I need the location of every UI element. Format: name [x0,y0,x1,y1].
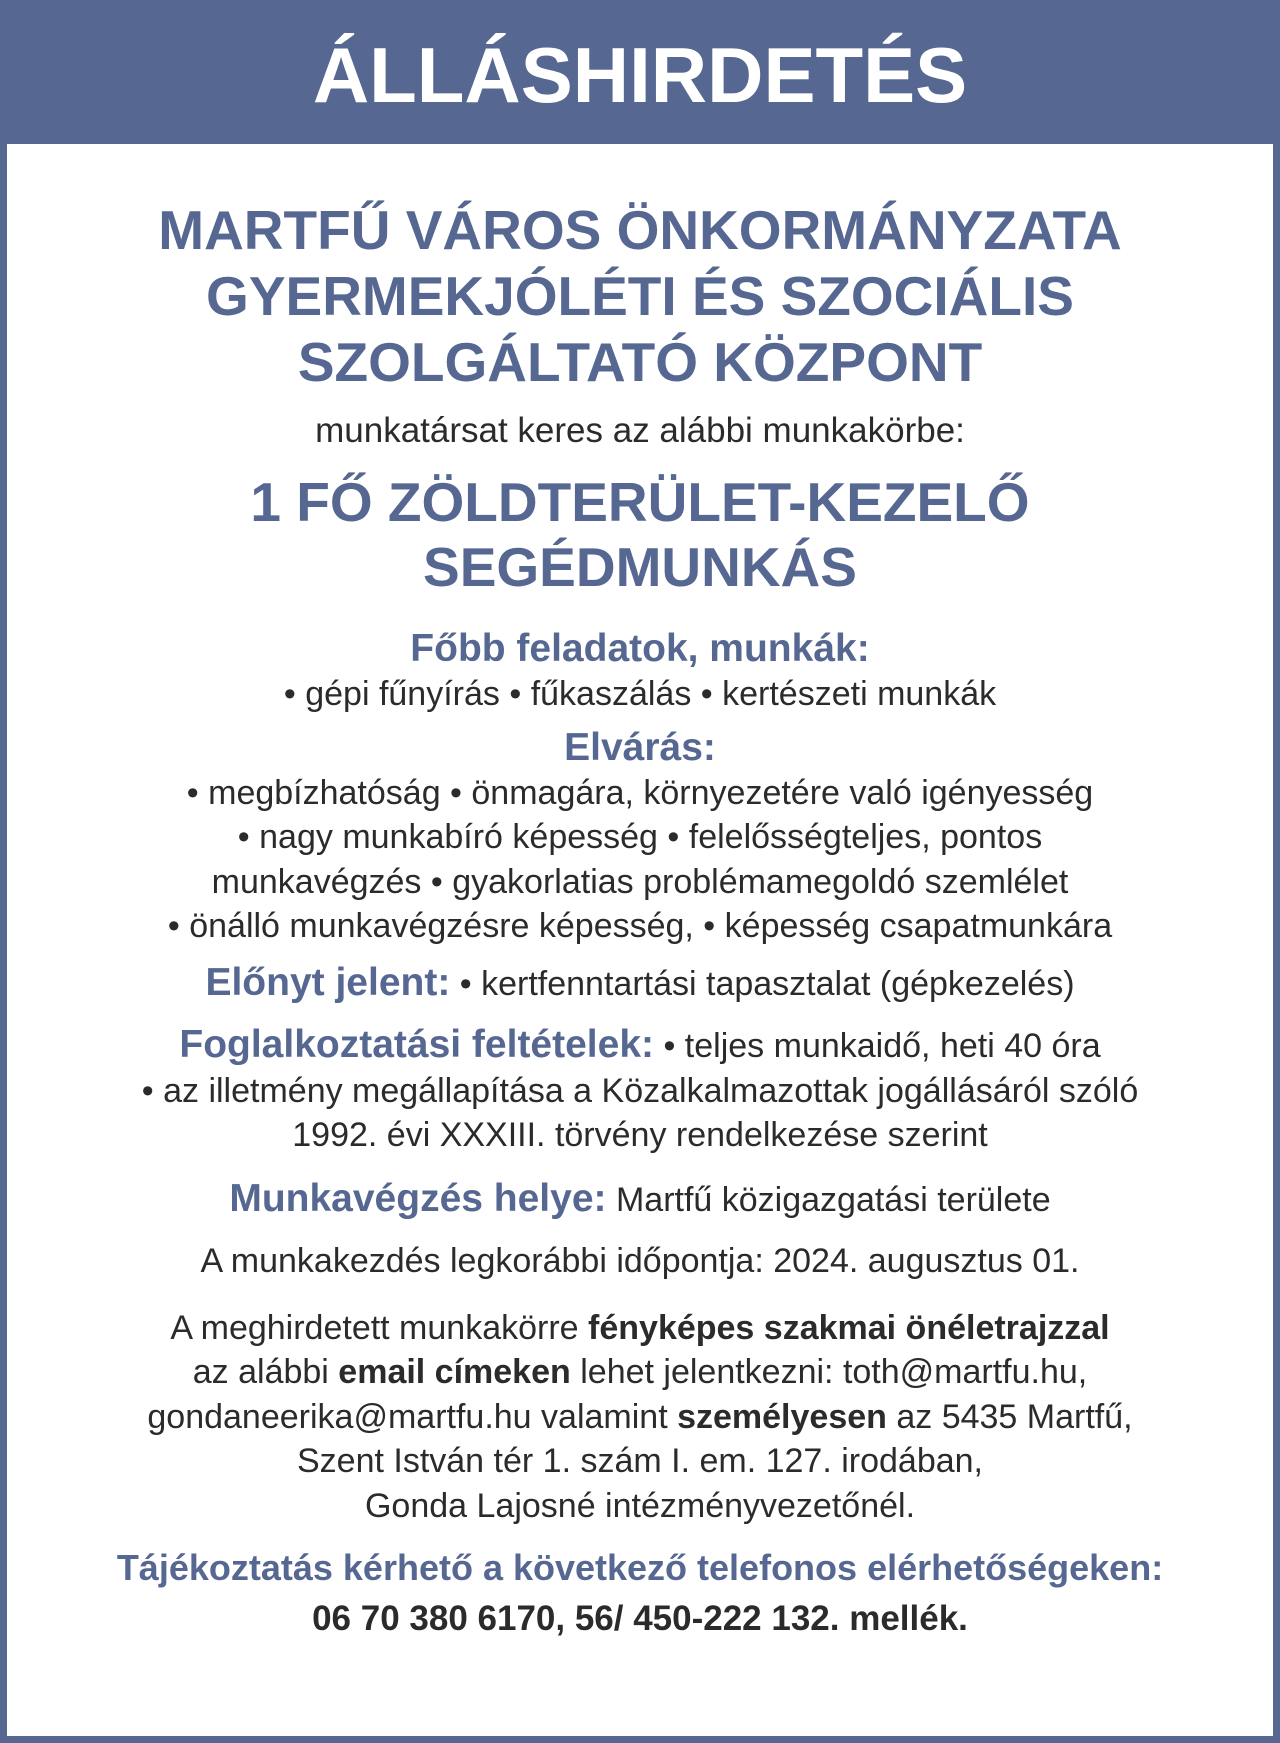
requirements-title: Elvárás: [564,725,716,769]
application-section [7,1306,1273,1529]
application-emphasis: személyesen [677,1397,887,1436]
advantage-title: Előnyt jelent: [205,960,451,1004]
location-title: Munkavégzés helye: [229,1176,607,1220]
page-title: ÁLLÁSHIRDETÉS [312,31,968,119]
tasks-section [7,626,1273,717]
info-title: Tájékoztatás kérhető a következő telefonos elérhetőségeken: [116,1547,1164,1588]
advantage-section [7,961,1273,1007]
requirement-line: • nagy munkabíró képesség • felelősségteljes, pontos [237,818,1043,856]
application-contact-person: Gonda Lajosné intézményvezetőnél. [364,1486,916,1525]
advantage-text: • kertfenntartási tapasztalat (gépkezelés) [450,964,1075,1003]
location-section [7,1177,1273,1223]
organization-line: MARTFŰ VÁROS ÖNKORMÁNYZATA [158,199,1122,261]
condition-line: • az illetmény megállapítása a Közalkalmazottak jogállásáról szóló [141,1071,1139,1110]
tasks-title: Főbb feladatok, munkák: [410,627,870,670]
start-date: A munkakezdés legkorábbi időpontja: 2024. augusztus 01. [200,1242,1080,1280]
phone-numbers: 06 70 380 6170, 56/ 450-222 132. mellék. [312,1599,968,1638]
requirements-section [7,725,1273,949]
conditions-section [7,1023,1273,1158]
application-email[interactable]: gondaneerika@martfu.hu valamint [147,1397,678,1436]
conditions-text: • teljes munkaidő, heti 40 óra [654,1027,1101,1065]
tasks-text: • gépi fűnyírás • fűkaszálás • kertészeti munkák [283,675,997,713]
position-line: SEGÉDMUNKÁS [423,536,857,598]
application-emphasis: email címeken [338,1353,571,1391]
intro-text: munkatársat keres az alábbi munkakörbe: [315,411,965,450]
ad-content [7,144,1273,1644]
organization-name [7,197,1273,395]
application-email[interactable]: lehet jelentkezni: toth@martfu.hu, [570,1353,1088,1391]
requirement-line: • önálló munkavégzésre képesség, • képesség csapatmunkára [167,907,1113,945]
organization-line: GYERMEKJÓLÉTI ÉS SZOCIÁLIS [206,265,1074,327]
condition-line: 1992. évi XXXIII. törvény rendelkezése szerint [292,1116,988,1154]
organization-line: SZOLGÁLTATÓ KÖZPONT [297,331,983,393]
application-address: az 5435 Martfű, [886,1397,1133,1436]
application-text: A meghirdetett munkakörre [170,1308,589,1347]
conditions-title: Foglalkoztatási feltételek: [179,1023,655,1066]
info-section [7,1545,1273,1644]
requirements-list [7,771,1273,949]
application-text: az alábbi [192,1353,339,1391]
application-address-line: Szent István tér 1. szám I. em. 127. irodában, [296,1442,983,1480]
requirement-line: • megbízhatóság • önmagára, környezetére való igényesség [186,773,1094,812]
position-title [7,470,1273,600]
header-banner [7,7,1273,144]
application-emphasis: fényképes szakmai önéletrajzzal [588,1308,1110,1347]
position-line: 1 FŐ ZÖLDTERÜLET-KEZELŐ [250,471,1030,533]
requirement-line: munkavégzés • gyakorlatias problémamegoldó szemlélet [211,862,1069,901]
location-text: Martfű közigazgatási területe [606,1180,1051,1219]
